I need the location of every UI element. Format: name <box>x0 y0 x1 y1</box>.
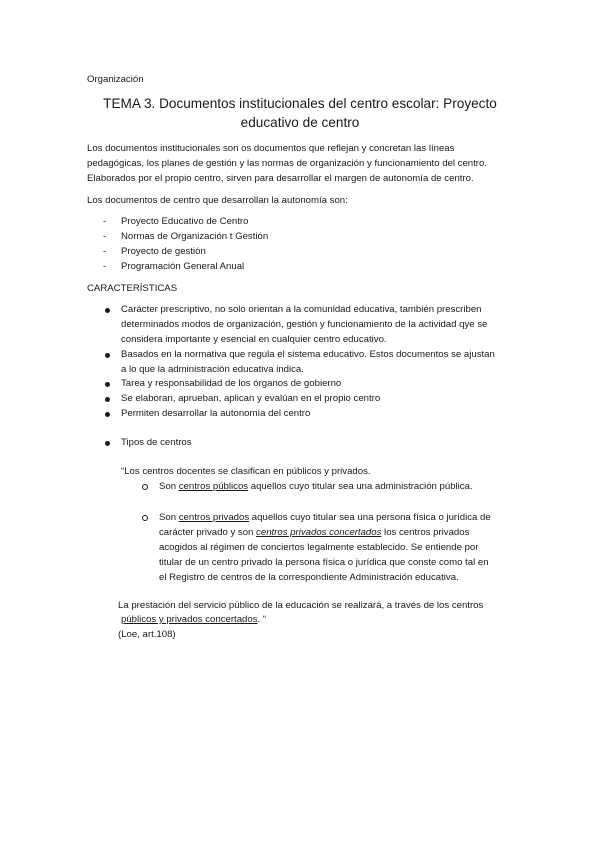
bullet-marker <box>105 382 110 387</box>
bullet-marker <box>105 353 110 358</box>
bullet-marker <box>105 412 110 417</box>
quote-public-centers: Son centros públicos aquellos cuyo titular sea una administración pública. <box>159 481 473 492</box>
bullet-text: determinados modos de organización, gestión y funcionamiento de la actividad qye se <box>121 319 488 330</box>
document-title-line-1: TEMA 3. Documentos institucionales del centro escolar: Proyecto <box>103 96 497 111</box>
quote-private-line: Son centros privados aquellos cuyo titular sea una persona física o jurídica de <box>159 512 491 523</box>
bullet-marker <box>105 397 110 402</box>
quote-private-line: acogidos al régimen de conciertos legalmente establecido. Se entiende por <box>159 542 479 553</box>
bullet-text: Basados en la normativa que regula el sistema educativo. Estos documentos se ajustan <box>121 349 495 360</box>
autonomy-heading: Los documentos de centro que desarrollan la autonomía son: <box>87 195 348 206</box>
term-centros-privados-concertados: centros privados concertados <box>256 527 382 538</box>
intro-line: pedagógicas, los planes de gestión y las normas de organización y funcionamiento del centro. <box>87 158 487 169</box>
characteristics-heading: CARACTERÍSTICAS <box>87 283 178 294</box>
sub-bullet-marker <box>142 484 148 490</box>
bullet-text: Se elaboran, aprueban, aplican y evalúan en el propio centro <box>121 393 381 404</box>
bullet-text: considera importante y esencial en cualquier centro educativo. <box>121 334 387 345</box>
quote-private-line: carácter privado y son centros privados concertados los centros privados <box>159 527 470 538</box>
quote-closing-line: públicos y privados concertados. “ <box>121 614 267 625</box>
quote-private-line: el Registro de centros de la correspondiente Administración educativa. <box>159 572 459 583</box>
bullet-text: Tipos de centros <box>121 437 192 448</box>
header-label: Organización <box>87 74 144 85</box>
list-item: - Proyecto Educativo de Centro <box>103 216 249 227</box>
dash-marker: - <box>103 261 107 272</box>
bullet-text: Tarea y responsabilidad de los órganos de gobierno <box>121 378 342 389</box>
intro-line: Elaborados por el propio centro, sirven para desarrollar el margen de autonomía de centro. <box>87 173 474 184</box>
dash-marker: - <box>103 216 107 227</box>
list-item: - Normas de Organización t Gestión <box>103 231 269 242</box>
quote-private-line: titular de un centro privado la persona física o jurídica que conste como tal en <box>159 557 489 568</box>
dash-marker: - <box>103 246 107 257</box>
quote-closing-line: La prestación del servicio público de la educación se realizará, a través de los centros <box>118 600 484 611</box>
term-publicos-y-privados-concertados: públicos y privados concertados <box>121 614 258 625</box>
term-centros-publicos: centros públicos <box>178 481 249 492</box>
sub-bullet-marker <box>142 515 148 521</box>
dash-marker: - <box>103 231 107 242</box>
bullet-text: Permiten desarrollar la autonomía del centro <box>121 408 311 419</box>
quote-citation: (Loe, art.108) <box>118 629 176 640</box>
bullet-text: a lo que la administración educativa indica. <box>121 364 304 375</box>
intro-line: Los documentos institucionales son os documentos que reflejan y concretan las líneas <box>87 143 455 154</box>
quote-intro: “Los centros docentes se clasifican en públicos y privados. <box>121 466 371 477</box>
document-title-line-2: educativo de centro <box>240 115 360 130</box>
bullet-marker <box>105 441 110 446</box>
list-item: - Programación General Anual <box>103 261 245 272</box>
list-item: - Proyecto de gestión <box>103 246 206 257</box>
bullet-marker <box>105 308 110 313</box>
term-centros-privados: centros privados <box>178 512 250 523</box>
bullet-text: Carácter prescriptivo, no solo orientan a la comunidad educativa, también prescriben <box>121 304 482 315</box>
